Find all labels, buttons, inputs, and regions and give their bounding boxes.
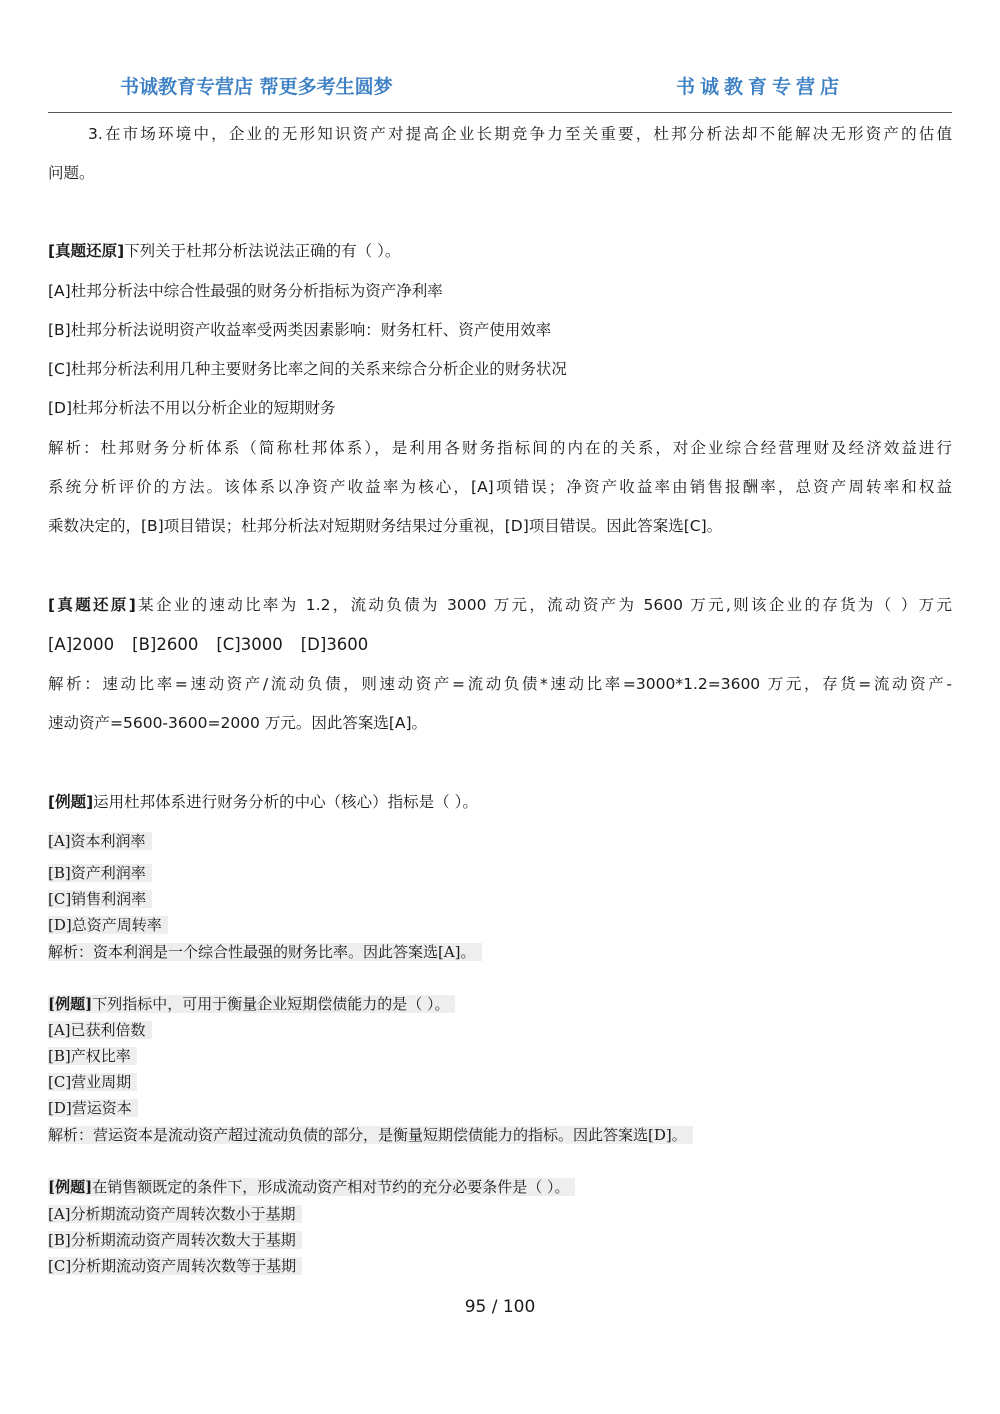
question-1-option-d: [D]杜邦分析法不用以分析企业的短期财务 (48, 399, 336, 417)
header-divider (48, 112, 952, 113)
header-right-title: 书诚教育专营店 (676, 76, 845, 98)
option-a: [A]2000 (48, 635, 115, 654)
question-tag: [例题] (48, 793, 94, 811)
question-5-option-a: [A]分析期流动资产周转次数小于基期 (48, 1205, 302, 1223)
question-1-analysis-line-2: 系统分析评价的方法。该体系以净资产收益率为核心，[A]项错误；净资产收益率由销售报酬率，总资产周转率和权益 (48, 478, 952, 496)
question-text: 下列指标中，可用于衡量企业短期偿债能力的是（ ）。 (92, 995, 450, 1013)
intro-line-1: 3.在市场环境中，企业的无形知识资产对提高企业长期竞争力至关重要，杜邦分析法却不能解决无形资产的估值 (88, 125, 952, 143)
question-tag: [真题还原] (48, 596, 136, 614)
question-4-option-b: [B]产权比率 (48, 1047, 137, 1065)
question-text: 运用杜邦体系进行财务分析的中心（核心）指标是（ ）。 (93, 793, 478, 811)
option-d: [D]3600 (300, 635, 369, 654)
question-tag: [例题] (48, 1178, 93, 1196)
question-1-option-a: [A]杜邦分析法中综合性最强的财务分析指标为资产净利率 (48, 282, 443, 300)
question-text: 某企业的速动比率为 1.2，流动负债为 3000 万元，流动资产为 5600 万元,则该企业的存货为（ ）万元 (135, 596, 952, 614)
question-4-analysis: 解析：营运资本是流动资产超过流动负债的部分，是衡量短期偿债能力的指标。因此答案选[D]。 (48, 1126, 693, 1144)
question-4-stem (48, 994, 455, 1014)
question-5-option-b: [B]分析期流动资产周转次数大于基期 (48, 1231, 302, 1249)
question-3-option-d: [D]总资产周转率 (48, 916, 168, 934)
question-text: 在销售额既定的条件下，形成流动资产相对节约的充分必要条件是（ ）。 (92, 1178, 570, 1196)
option-c: [C]3000 (216, 635, 283, 654)
question-3-option-c: [C]销售利润率 (48, 890, 152, 908)
question-1-stem (48, 241, 400, 261)
question-2-analysis-line-2: 速动资产=5600-3600=2000 万元。因此答案选[A]。 (48, 714, 428, 732)
question-3-option-a: [A]资本利润率 (48, 832, 152, 850)
question-1-option-b: [B]杜邦分析法说明资产收益率受两类因素影响：财务杠杆、资产使用效率 (48, 321, 552, 339)
question-3-analysis: 解析：资本利润是一个综合性最强的财务比率。因此答案选[A]。 (48, 943, 482, 961)
question-1-analysis-line-3: 乘数决定的，[B]项目错误；杜邦分析法对短期财务结果过分重视，[D]项目错误。因此答案选[C]。 (48, 517, 723, 535)
question-2-options (48, 635, 386, 655)
header-left-title: 书诚教育专营店 帮更多考生圆梦 (120, 76, 393, 98)
page-number: 95 / 100 (464, 1297, 536, 1317)
question-3-option-b: [B]资产利润率 (48, 864, 152, 882)
question-2-stem (48, 595, 952, 615)
question-2-analysis-line-1: 解析：速动比率=速动资产/流动负债，则速动资产=流动负债*速动比率=3000*1.2=3600 万元，存货=流动资产- (48, 675, 952, 693)
question-4-option-d: [D]营运资本 (48, 1099, 138, 1117)
question-1-option-c: [C]杜邦分析法利用几种主要财务比率之间的关系来综合分析企业的财务状况 (48, 360, 567, 378)
intro-line-2: 问题。 (48, 164, 95, 182)
question-tag: [例题] (48, 995, 93, 1013)
question-text: 下列关于杜邦分析法说法正确的有（ ）。 (124, 242, 401, 260)
question-5-stem (48, 1177, 575, 1197)
question-5-option-c: [C]分析期流动资产周转次数等于基期 (48, 1257, 302, 1275)
option-b: [B]2600 (132, 635, 199, 654)
question-tag: [真题还原] (48, 242, 125, 260)
question-3-stem (48, 792, 478, 812)
question-4-option-a: [A]已获利倍数 (48, 1021, 152, 1039)
question-4-option-c: [C]营业周期 (48, 1073, 137, 1091)
question-1-analysis-line-1: 解析：杜邦财务分析体系（简称杜邦体系），是利用各财务指标间的内在的关系，对企业综合经营理财及经济效益进行 (48, 439, 952, 457)
